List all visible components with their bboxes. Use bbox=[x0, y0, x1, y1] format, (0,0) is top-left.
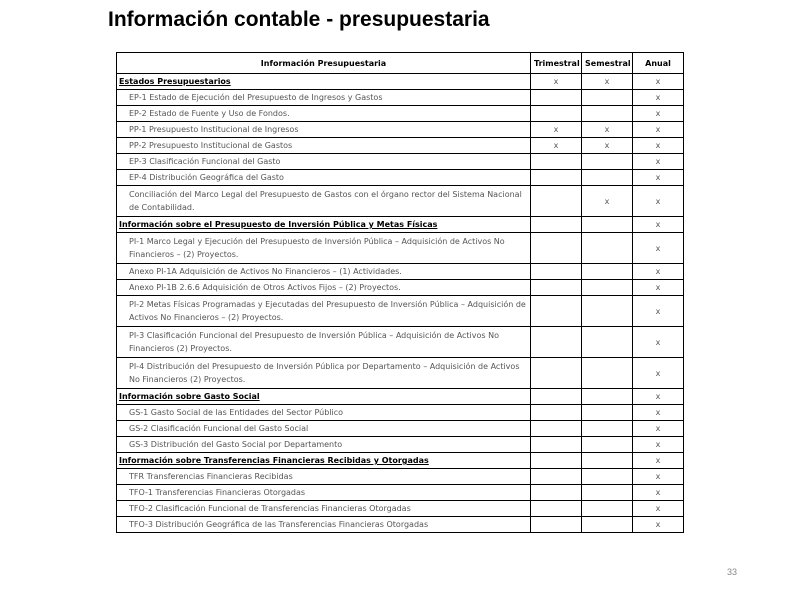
cell-semestral bbox=[582, 217, 633, 233]
section-row bbox=[117, 74, 684, 90]
section-row bbox=[117, 453, 684, 469]
row-label: PI-1 Marco Legal y Ejecución del Presupuesto de Inversión Pública – Adquisición de Activos No Financieros – (2) Proyectos. bbox=[117, 233, 531, 264]
cell-trimestral bbox=[531, 485, 582, 501]
cell-anual: x bbox=[633, 517, 684, 533]
table-row bbox=[117, 280, 684, 296]
cell-trimestral bbox=[531, 389, 582, 405]
cell-semestral bbox=[582, 264, 633, 280]
row-label: GS-3 Distribución del Gasto Social por Departamento bbox=[117, 437, 531, 453]
cell-semestral bbox=[582, 437, 633, 453]
cell-semestral bbox=[582, 501, 633, 517]
cell-trimestral bbox=[531, 469, 582, 485]
table-row bbox=[117, 327, 684, 358]
row-label: TFO-3 Distribución Geográfica de las Transferencias Financieras Otorgadas bbox=[117, 517, 531, 533]
header-informacion-presupuestaria: Información Presupuestaria bbox=[117, 53, 531, 74]
header-semestral: Semestral bbox=[582, 53, 633, 74]
table-row bbox=[117, 517, 684, 533]
row-label: Conciliación del Marco Legal del Presupuesto de Gastos con el órgano rector del Sistema Nacional de Contabilidad. bbox=[117, 186, 531, 217]
row-label: EP-3 Clasificación Funcional del Gasto bbox=[117, 154, 531, 170]
cell-semestral: x bbox=[582, 74, 633, 90]
cell-trimestral bbox=[531, 405, 582, 421]
cell-trimestral bbox=[531, 327, 582, 358]
cell-trimestral bbox=[531, 264, 582, 280]
cell-trimestral: x bbox=[531, 74, 582, 90]
header-anual: Anual bbox=[633, 53, 684, 74]
section-row bbox=[117, 389, 684, 405]
cell-anual: x bbox=[633, 217, 684, 233]
cell-semestral bbox=[582, 453, 633, 469]
cell-semestral bbox=[582, 170, 633, 186]
cell-anual: x bbox=[633, 90, 684, 106]
reporting-table bbox=[116, 52, 684, 533]
cell-semestral bbox=[582, 280, 633, 296]
table-row bbox=[117, 122, 684, 138]
cell-anual: x bbox=[633, 186, 684, 217]
cell-trimestral bbox=[531, 217, 582, 233]
cell-semestral bbox=[582, 485, 633, 501]
table-row bbox=[117, 170, 684, 186]
cell-trimestral bbox=[531, 453, 582, 469]
cell-semestral: x bbox=[582, 186, 633, 217]
cell-anual: x bbox=[633, 358, 684, 389]
cell-trimestral bbox=[531, 106, 582, 122]
cell-trimestral bbox=[531, 90, 582, 106]
cell-trimestral bbox=[531, 358, 582, 389]
cell-trimestral bbox=[531, 186, 582, 217]
cell-semestral bbox=[582, 296, 633, 327]
row-label: TFO-1 Transferencias Financieras Otorgadas bbox=[117, 485, 531, 501]
cell-anual: x bbox=[633, 74, 684, 90]
cell-trimestral bbox=[531, 437, 582, 453]
table-row bbox=[117, 437, 684, 453]
cell-anual: x bbox=[633, 421, 684, 437]
cell-anual: x bbox=[633, 106, 684, 122]
row-label: PP-1 Presupuesto Institucional de Ingresos bbox=[117, 122, 531, 138]
table-row bbox=[117, 154, 684, 170]
table-row bbox=[117, 90, 684, 106]
cell-trimestral bbox=[531, 517, 582, 533]
cell-anual: x bbox=[633, 154, 684, 170]
table-row bbox=[117, 358, 684, 389]
cell-anual: x bbox=[633, 280, 684, 296]
cell-anual: x bbox=[633, 437, 684, 453]
table-row bbox=[117, 106, 684, 122]
cell-semestral bbox=[582, 358, 633, 389]
row-label: PI-4 Distribución del Presupuesto de Inversión Pública por Departamento – Adquisición de Activos No Financieros (2) Proyectos. bbox=[117, 358, 531, 389]
cell-anual: x bbox=[633, 122, 684, 138]
row-label: GS-1 Gasto Social de las Entidades del Sector Público bbox=[117, 405, 531, 421]
cell-anual: x bbox=[633, 170, 684, 186]
table-row bbox=[117, 186, 684, 217]
table-body bbox=[117, 74, 684, 533]
table-header-row bbox=[117, 53, 684, 74]
row-label: PI-2 Metas Físicas Programadas y Ejecutadas del Presupuesto de Inversión Pública – Adquisición de Activos No Financieros – (2) Proyectos. bbox=[117, 296, 531, 327]
section-label: Información sobre Transferencias Financieras Recibidas y Otorgadas bbox=[117, 453, 531, 469]
cell-anual: x bbox=[633, 453, 684, 469]
table-row bbox=[117, 485, 684, 501]
cell-semestral bbox=[582, 421, 633, 437]
section-label: Información sobre Gasto Social bbox=[117, 389, 531, 405]
row-label: TFR Transferencias Financieras Recibidas bbox=[117, 469, 531, 485]
row-label: Anexo PI-1A Adquisición de Activos No Financieros – (1) Actividades. bbox=[117, 264, 531, 280]
row-label: EP-1 Estado de Ejecución del Presupuesto de Ingresos y Gastos bbox=[117, 90, 531, 106]
cell-trimestral bbox=[531, 154, 582, 170]
cell-anual: x bbox=[633, 469, 684, 485]
cell-anual: x bbox=[633, 485, 684, 501]
cell-semestral bbox=[582, 389, 633, 405]
cell-semestral bbox=[582, 90, 633, 106]
table-row bbox=[117, 296, 684, 327]
table-row bbox=[117, 264, 684, 280]
cell-trimestral: x bbox=[531, 122, 582, 138]
cell-trimestral bbox=[531, 296, 582, 327]
table-row bbox=[117, 421, 684, 437]
table-row bbox=[117, 138, 684, 154]
cell-anual: x bbox=[633, 327, 684, 358]
cell-semestral: x bbox=[582, 138, 633, 154]
cell-semestral bbox=[582, 106, 633, 122]
cell-anual: x bbox=[633, 264, 684, 280]
cell-semestral: x bbox=[582, 122, 633, 138]
cell-semestral bbox=[582, 517, 633, 533]
section-label: Información sobre el Presupuesto de Inversión Pública y Metas Físicas bbox=[117, 217, 531, 233]
cell-anual: x bbox=[633, 233, 684, 264]
reporting-table-container bbox=[116, 52, 683, 533]
cell-anual: x bbox=[633, 138, 684, 154]
section-label: Estados Presupuestarios bbox=[117, 74, 531, 90]
row-label: Anexo PI-1B 2.6.6 Adquisición de Otros Activos Fijos – (2) Proyectos. bbox=[117, 280, 531, 296]
page-number: 33 bbox=[727, 567, 738, 577]
slide-title: Información contable - presupuestaria bbox=[108, 8, 490, 31]
cell-anual: x bbox=[633, 405, 684, 421]
cell-trimestral bbox=[531, 280, 582, 296]
cell-anual: x bbox=[633, 389, 684, 405]
table-row bbox=[117, 233, 684, 264]
row-label: PP-2 Presupuesto Institucional de Gastos bbox=[117, 138, 531, 154]
cell-semestral bbox=[582, 154, 633, 170]
header-trimestral: Trimestral bbox=[531, 53, 582, 74]
row-label: GS-2 Clasificación Funcional del Gasto Social bbox=[117, 421, 531, 437]
row-label: PI-3 Clasificación Funcional del Presupuesto de Inversión Pública – Adquisición de Activos No Financieros (2) Proyectos. bbox=[117, 327, 531, 358]
cell-anual: x bbox=[633, 501, 684, 517]
cell-trimestral bbox=[531, 421, 582, 437]
row-label: EP-2 Estado de Fuente y Uso de Fondos. bbox=[117, 106, 531, 122]
row-label: EP-4 Distribución Geográfica del Gasto bbox=[117, 170, 531, 186]
cell-semestral bbox=[582, 327, 633, 358]
table-row bbox=[117, 405, 684, 421]
cell-anual: x bbox=[633, 296, 684, 327]
cell-trimestral bbox=[531, 233, 582, 264]
cell-trimestral: x bbox=[531, 138, 582, 154]
cell-semestral bbox=[582, 405, 633, 421]
table-row bbox=[117, 501, 684, 517]
section-row bbox=[117, 217, 684, 233]
cell-trimestral bbox=[531, 170, 582, 186]
cell-semestral bbox=[582, 469, 633, 485]
table-row bbox=[117, 469, 684, 485]
row-label: TFO-2 Clasificación Funcional de Transferencias Financieras Otorgadas bbox=[117, 501, 531, 517]
cell-trimestral bbox=[531, 501, 582, 517]
cell-semestral bbox=[582, 233, 633, 264]
